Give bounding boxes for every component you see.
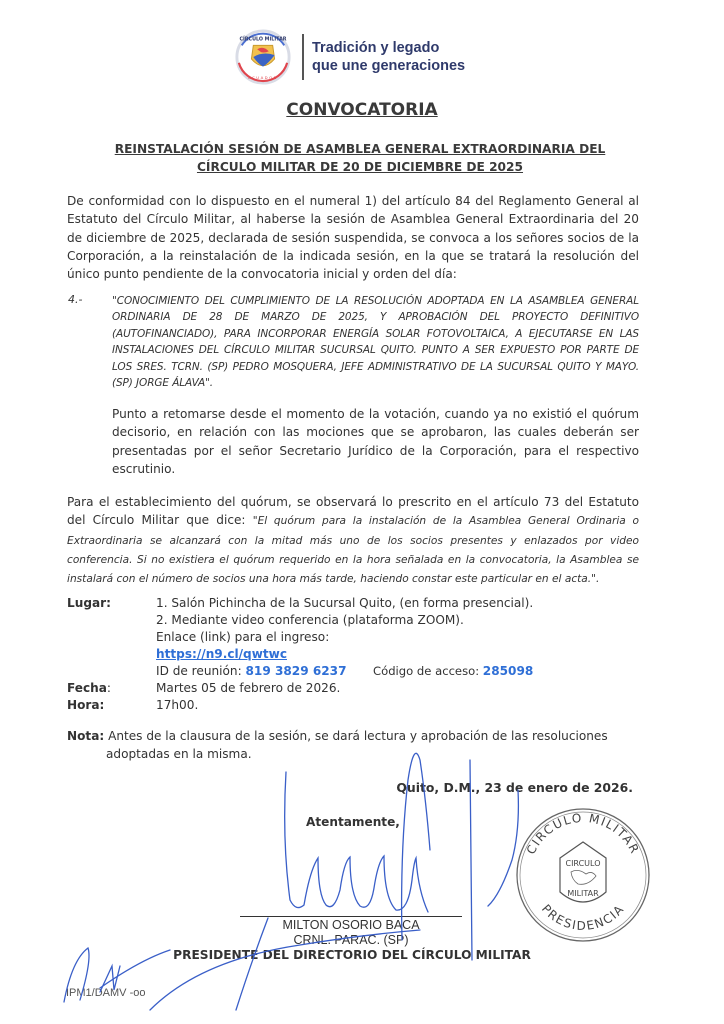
tagline xyxy=(312,39,465,75)
place-date: Quito, D.M., 23 de enero de 2026. xyxy=(396,780,633,795)
svg-text:MILITAR: MILITAR xyxy=(567,889,599,898)
lugar-option-2: 2. Mediante video conferencia (plataforma ZOOM). xyxy=(156,613,464,627)
subtitle-line-2: CÍRCULO MILITAR DE 20 DE DICIEMBRE DE 2025 xyxy=(196,160,524,174)
subtitle-line-1: REINSTALACIÓN SESIÓN DE ASAMBLEA GENERAL EXTRAORDINARIA DEL xyxy=(114,142,606,156)
agenda-item-text: "CONOCIMIENTO DEL CUMPLIMIENTO DE LA RESOLUCIÓN ADOPTADA EN LA ASAMBLEA GENERAL ORDINARIA DE 28 DE MARZO DE 2025, Y APROBACIÓN DEL PROYECTO DEFINITIVO (AUTOFINANCIADO), PARA INCORPORAR ENERGÍA SOLAR FOTOVOLTAICA, A EJECUTARSE EN LAS INSTALACIONES DEL CÍRCULO MILITAR SUCURSAL QUITO. PUNTO A SER EXPUESTO POR PARTE DE LOS SRES. TCRN. (SP) PEDRO MOSQUERA, JEFE ADMINISTRATIVO DE LA SUCURSAL QUITO Y MAYO. (SP) JORGE ÁLAVA". xyxy=(112,295,639,390)
link-label: Enlace (link) para el ingreso: xyxy=(156,630,330,644)
fecha-value: Martes 05 de febrero de 2026. xyxy=(156,681,341,695)
svg-text:CIRCULO: CIRCULO xyxy=(565,859,601,868)
zoom-meeting-link[interactable]: https://n9.cl/qwtwc xyxy=(156,647,287,661)
signer-title: PRESIDENTE DEL DIRECTORIO DEL CÍRCULO MILITAR xyxy=(173,948,531,962)
agenda-item-number: 4.- xyxy=(68,293,83,306)
meeting-id-label: ID de reunión: xyxy=(156,664,246,678)
nota-text: Antes de la clausura de la sesión, se dará lectura y aprobación de las resoluciones xyxy=(104,729,608,743)
tagline-line-2: que une generaciones xyxy=(312,58,466,74)
hora-value: 17h00. xyxy=(156,698,199,712)
intro-paragraph: De conformidad con lo dispuesto en el numeral 1) del artículo 84 del Reglamento General al Estatuto del Círculo Militar, al haberse la sesión de Asamblea General Extraordinaria del 20 de diciembre de 2025, declarada de sesión suspendida, se convoca a los señores socios de la Corporación, a la reinstalación de la indicada sesión, en la que se tratará la resolución del único punto pendiente de la convocatoria inicial y orden del día: xyxy=(67,194,639,282)
svg-text:CIRCULO MILITAR: CIRCULO MILITAR xyxy=(523,810,643,857)
circulo-militar-emblem-icon xyxy=(234,28,292,86)
svg-text:CÍRCULO MILITAR: CÍRCULO MILITAR xyxy=(239,37,287,43)
lugar-option-1: 1. Salón Pichincha de la Sucursal Quito, (en forma presencial). xyxy=(156,596,534,610)
tagline-line-1: Tradición y legado xyxy=(312,40,440,56)
svg-text:ECUADOR: ECUADOR xyxy=(248,75,278,81)
reference-code: IPM1/DAMV -oo xyxy=(66,987,146,996)
quorum-quote: "El quórum para la instalación de la Asamblea General Ordinaria o Extraordinaria se alcanzará con la mitad más uno de los socios presentes y enlazados por video conferencia. Si no existiera el quórum requerido en la hora señalada en la convocatoria, la Asamblea se instalará con el número de socios una hora más tarde, haciendo constar este particular en el acta.". xyxy=(67,515,640,586)
meeting-id-value: 819 3829 6237 xyxy=(245,664,347,678)
nota-text-2: adoptadas en la misma. xyxy=(106,747,252,762)
signer-rank: CRNL. PARAC. (SP) xyxy=(293,933,409,947)
quorum-paragraph xyxy=(67,493,639,588)
signer-name: MILTON OSORIO BACA xyxy=(282,918,420,932)
access-code-label: Código de acceso: xyxy=(373,664,483,678)
meeting-credentials xyxy=(156,664,616,678)
fecha-label-text: Fecha xyxy=(67,681,107,695)
quorum-lead: Para el establecimiento del quórum, se observará lo prescrito en el artículo 73 del Estatuto del Círculo Militar que dice: xyxy=(67,495,639,528)
nota-paragraph xyxy=(67,727,639,764)
closing-salutation: Atentamente, xyxy=(306,815,400,829)
lugar-label: Lugar: xyxy=(67,596,111,610)
access-code xyxy=(373,664,533,678)
nota-label: Nota: xyxy=(67,729,105,743)
svg-text:PRESIDENCIA: PRESIDENCIA xyxy=(538,901,628,933)
fecha-label xyxy=(67,681,111,695)
hora-label: Hora: xyxy=(67,698,105,712)
header-logo xyxy=(230,24,470,94)
document-subtitle xyxy=(90,140,630,176)
fecha-colon: : xyxy=(106,681,111,695)
signature-line xyxy=(240,916,462,917)
access-code-value: 285098 xyxy=(482,664,534,678)
presidencia-seal-icon xyxy=(508,800,658,950)
logo-divider xyxy=(302,34,304,80)
page-title: CONVOCATORIA xyxy=(286,100,438,120)
resume-paragraph: Punto a retomarse desde el momento de la votación, cuando ya no existió el quórum decisorio, en relación con las mociones que se aprobaron, las cuales deberán ser presentadas por el señor Secretario Jurídico de la Corporación, para el respectivo escrutinio. xyxy=(112,407,639,476)
